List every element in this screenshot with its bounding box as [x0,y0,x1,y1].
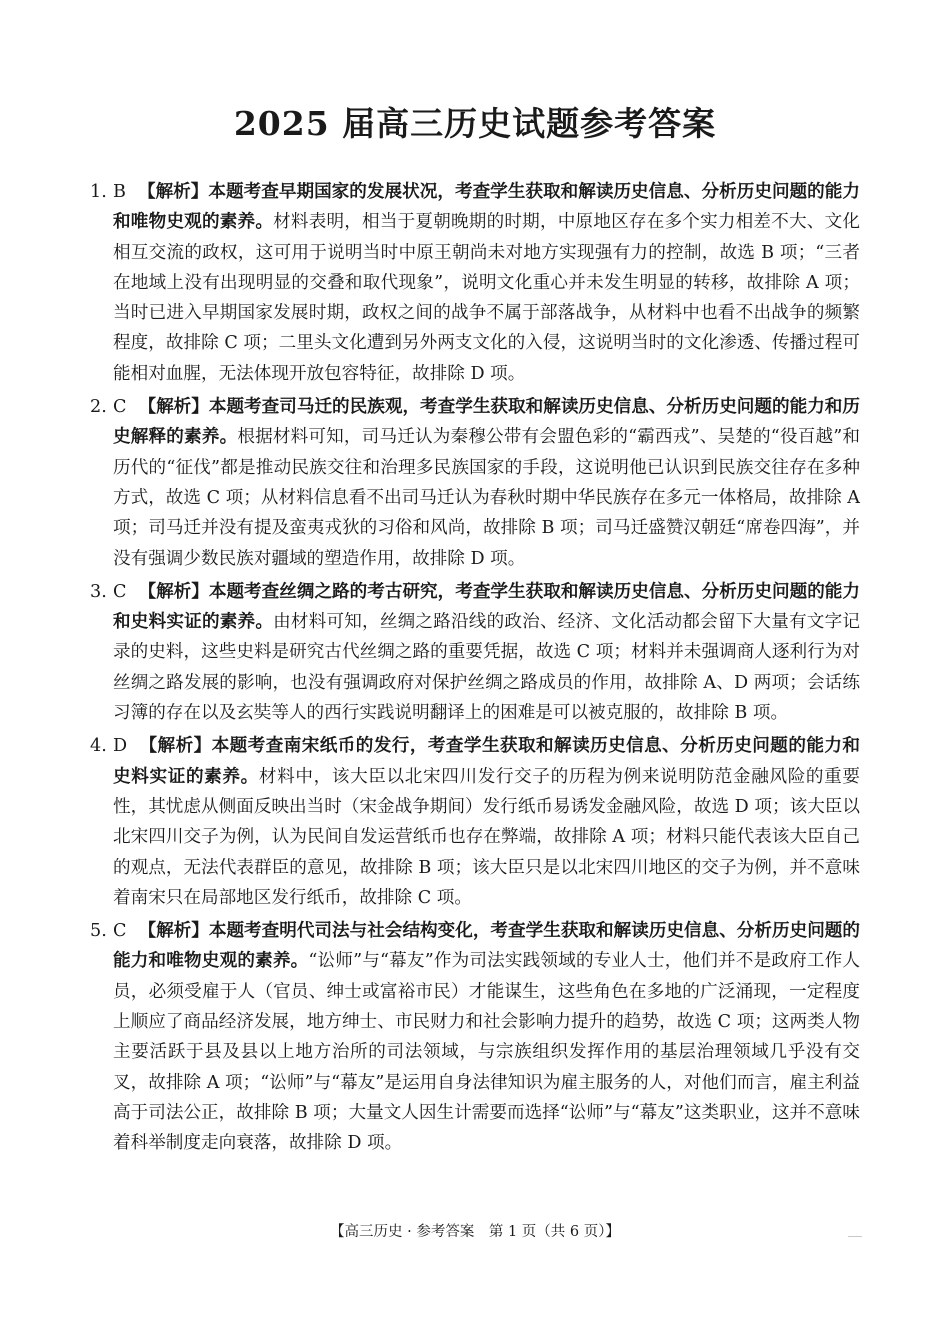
corner-mark [848,1236,862,1237]
answer-item-5 [90,916,860,1158]
item-answer: C [113,921,127,942]
item-number: 5. [90,921,107,942]
answer-item-1 [90,177,860,389]
answer-list [90,177,860,1162]
item-number: 2. [90,397,107,418]
page-title: 2025 届高三历史试题参考答案 [233,104,717,143]
item-analysis-heading: 【解析】本题考查南宋纸币的发行，考查学生获取和解读历史信息、分析历史问题的能力和史料实证的素养。 [113,735,860,787]
item-number: 4. [90,736,107,757]
item-number: 3. [90,581,107,602]
item-analysis-heading: 【解析】本题考查明代司法与社会结构变化，考查学生获取和解读历史信息、分析历史问题的能力和唯物史观的素养。 [113,920,860,972]
item-answer: D [113,736,128,757]
page-footer: 【高三历史 · 参考答案 第 1 页（共 6 页）】 [330,1224,620,1240]
answer-item-4 [90,731,860,913]
item-analysis-text: 由材料可知，丝绸之路沿线的政治、经济、文化活动都会留下大量有文字记录的史料，这些史料是研究古代丝绸之路的重要凭据，故选 C 项；材料并未强调商人逐利行为对丝绸之路发展的影响，也没有强调政府对保护丝绸之路成员的作用，故排除 A、D 两项；会话练习簿的存在以及玄奘等人的西行实践说明翻译上的困难是可以被克服的，故排除 B 项。 [113,612,860,724]
item-answer: B [113,182,126,202]
item-analysis-heading: 【解析】本题考查丝绸之路的考古研究，考查学生获取和解读历史信息、分析历史问题的能力和史料实证的素养。 [113,580,860,633]
answer-item-3 [90,577,860,728]
item-analysis-heading: 【解析】本题考查司马迁的民族观，考查学生获取和解读历史信息、分析历史问题的能力和历史解释的素养。 [113,396,860,448]
answer-item-2 [90,392,860,574]
item-analysis-text: 根据材料可知，司马迁认为秦穆公带有会盟色彩的“霸西戎”、吴楚的“役百越”和历代的“征伐”都是推动民族交往和治理多民族国家的手段，这说明他已认识到民族交往存在多种方式，故选 C 项；从材料信息看不出司马迁认为春秋时期中华民族存在多元一体格局，故排除 A 项；司马迁并没有提及蛮夷戎狄的习俗和风尚，故排除 B 项；司马迁盛赞汉朝廷“席卷四海”，并没有强调少数民族对疆域的塑造作用，故排除 D 项。 [113,427,860,569]
item-analysis-text: “讼师”与“幕友”作为司法实践领域的专业人士，他们并不是政府工作人员，必须受雇于人（官员、绅士或富裕市民）才能谋生，这些角色在多地的广泛涌现，一定程度上顺应了商品经济发展，地方绅士、市民财力和社会影响力提升的趋势，故选 C 项；这两类人物主要活跃于县及县以上地方治所的司法领域，与宗族组织发挥作用的基层治理领域几乎没有交叉，故排除 A 项；“讼师”与“幕友”是运用自身法律知识为雇主服务的人，对他们而言，雇主利益高于司法公正，故排除 B 项；大量文人因生计需要而选择“讼师”与“幕友”这类职业，这并不意味着科举制度走向衰落，故排除 D 项。 [113,951,860,1154]
item-analysis-text: 材料表明，相当于夏朝晚期的时期，中原地区存在多个实力相差不大、文化相互交流的政权，这可用于说明当时中原王朝尚未对地方实现强有力的控制，故选 B 项；“三者在地域上没有出现明显的交叠和取代现象”，说明文化重心并未发生明显的转移，故排除 A 项；当时已进入早期国家发展时期，政权之间的战争不属于部落战争，从材料中也看不出战争的频繁程度，故排除 C 项；二里头文化遭到另外两支文化的入侵，这说明当时的文化渗透、传播过程可能相对血腥，无法体现开放包容特征，故排除 D 项。 [113,212,860,384]
item-answer: C [113,397,127,418]
item-analysis-heading: 【解析】本题考查早期国家的发展状况，考查学生获取和解读历史信息、分析历史问题的能力和唯物史观的素养。 [113,181,860,233]
item-analysis-text: 材料中，该大臣以北宋四川发行交子的历程为例来说明防范金融风险的重要性，其忧虑从侧面反映出当时（宋金战争期间）发行纸币易诱发金融风险，故选 D 项；该大臣以北宋四川交子为例，认为民间自发运营纸币也存在弊端，故排除 A 项；材料只能代表该大臣自己的观点，无法代表群臣的意见，故排除 B 项；该大臣只是以北宋四川地区的交子为例，并不意味着南宋只在局部地区发行纸币，故排除 C 项。 [113,766,860,908]
item-answer: C [113,581,127,602]
item-number: 1. [90,182,107,202]
